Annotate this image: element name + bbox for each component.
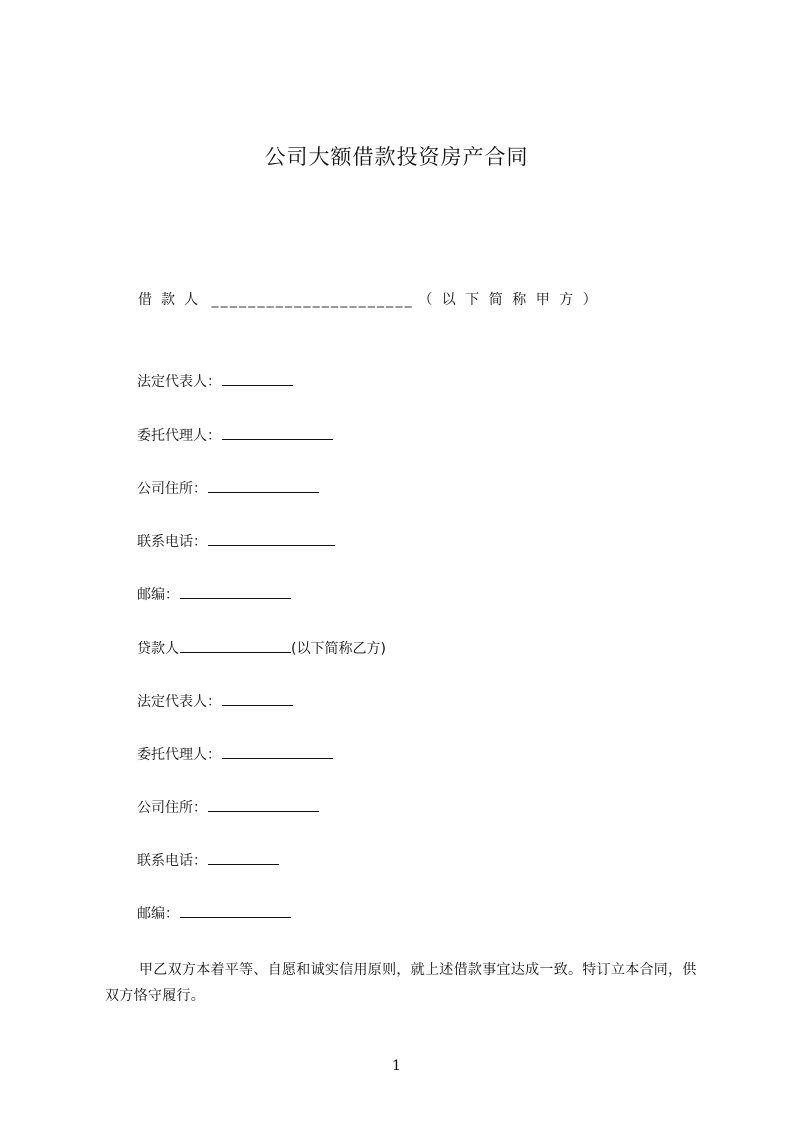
lender-blank — [180, 638, 291, 653]
field-blank — [208, 797, 319, 812]
party-b-agent — [137, 744, 333, 765]
agreement-paragraph: 甲乙双方本着平等、自愿和诚实信用原则，就上述借款事宜达成一致。特订立本合同，供双方恪守履行。 — [105, 962, 697, 1004]
party-a-postcode — [137, 584, 291, 605]
field-blank — [222, 425, 333, 440]
party-b-phone — [137, 850, 279, 871]
borrower-suffix: （以下简称甲方） — [418, 292, 607, 308]
borrower-line — [138, 290, 698, 310]
field-blank — [222, 744, 333, 759]
field-label: 法定代表人： — [137, 374, 221, 390]
party-a-legal-representative — [137, 371, 293, 392]
field-blank — [180, 584, 291, 599]
lender-line — [137, 638, 386, 659]
field-blank — [222, 371, 293, 386]
lender-label: 贷款人 — [137, 641, 179, 657]
page-number: 1 — [392, 1058, 401, 1074]
party-a-phone — [137, 531, 335, 552]
field-blank — [208, 531, 335, 546]
field-label: 委托代理人： — [137, 747, 221, 763]
party-a-address — [137, 478, 319, 499]
field-label: 公司住所： — [137, 800, 207, 816]
field-label: 法定代表人： — [137, 694, 221, 710]
field-blank — [208, 478, 319, 493]
party-b-address — [137, 797, 319, 818]
field-label: 联系电话： — [137, 853, 207, 869]
field-label: 邮编： — [137, 906, 179, 922]
borrower-label: 借款人 — [138, 292, 207, 308]
field-label: 公司住所： — [137, 481, 207, 497]
document-title: 公司大额借款投资房产合同 — [264, 145, 529, 169]
party-a-agent — [137, 425, 333, 446]
field-label: 联系电话： — [137, 534, 207, 550]
field-blank — [180, 903, 291, 918]
party-b-postcode — [137, 903, 291, 924]
field-label: 邮编： — [137, 587, 179, 603]
borrower-blank: ______________________ — [211, 292, 414, 308]
party-b-legal-representative — [137, 691, 293, 712]
field-blank — [222, 691, 293, 706]
field-label: 委托代理人： — [137, 428, 221, 444]
lender-suffix: (以下简称乙方) — [291, 641, 386, 657]
field-blank — [208, 850, 279, 865]
